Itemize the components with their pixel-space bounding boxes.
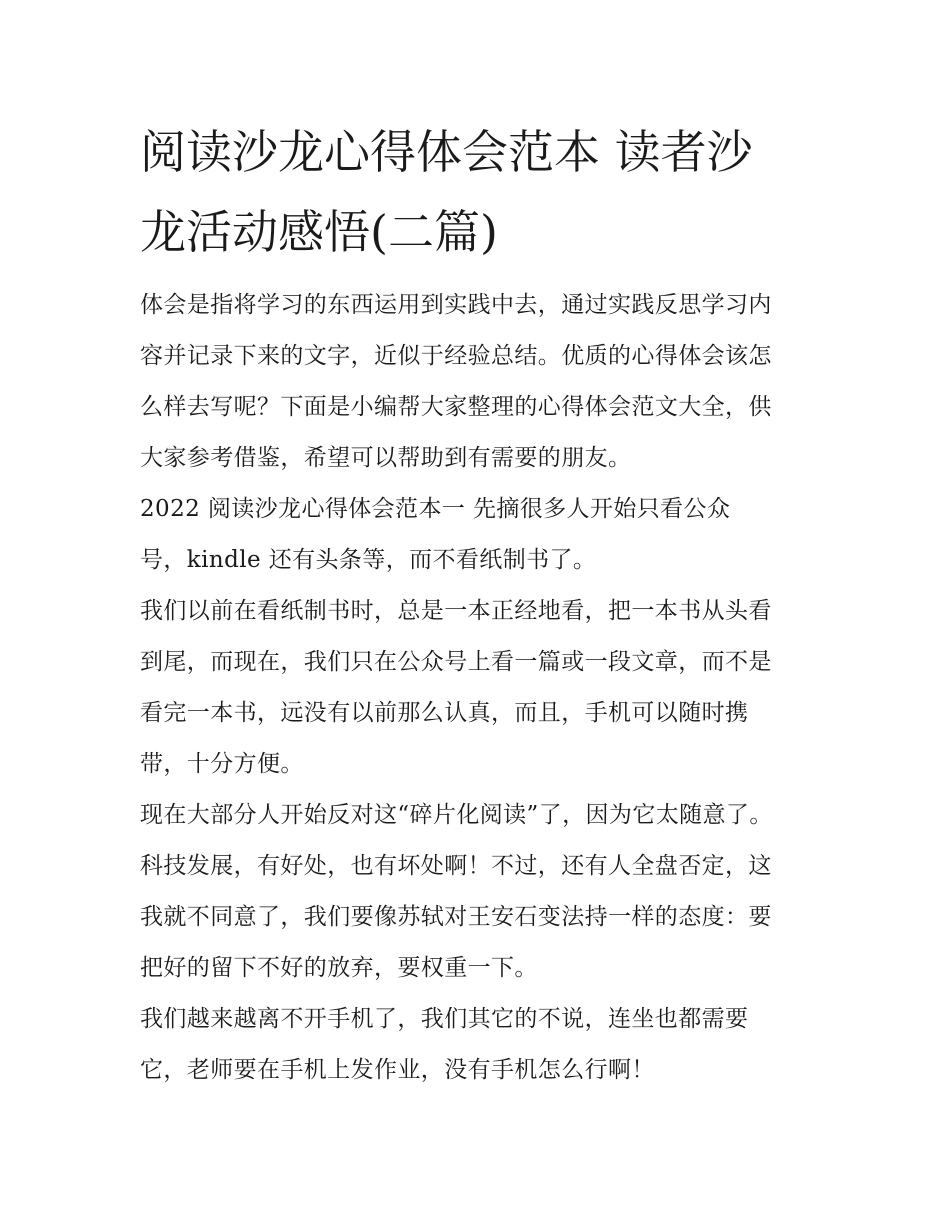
paragraph-line: 我们越来越离不开手机了，我们其它的不说，连坐也都需要 xyxy=(140,1006,749,1032)
paragraph-intro xyxy=(140,280,815,484)
paragraph-line: 它，老师要在手机上发作业，没有手机怎么行啊！ xyxy=(140,1057,655,1083)
paragraph-line: 看完一本书，远没有以前那么认真，而且，手机可以随时携 xyxy=(140,700,749,726)
paragraph-line: 容并记录下来的文字，近似于经验总结。优质的心得体会该怎 xyxy=(140,343,772,369)
title-line: 阅读沙龙心得体会范本 读者沙 xyxy=(140,125,753,179)
paragraph-line: 我们以前在看纸制书时，总是一本正经地看，把一本书从头看 xyxy=(140,598,772,624)
paragraph-line: 体会是指将学习的东西运用到实践中去，通过实践反思学习内 xyxy=(140,292,772,318)
paragraph-body xyxy=(140,994,815,1096)
paragraph-line: 到尾，而现在，我们只在公众号上看一篇或一段文章，而不是 xyxy=(140,649,772,675)
paragraph-section-heading xyxy=(140,484,815,586)
paragraph-line: 现在大部分人开始反对这“碎片化阅读”了，因为它太随意了。 xyxy=(140,802,773,828)
paragraph-line: 2022 阅读沙龙心得体会范本一 先摘很多人开始只看公众 xyxy=(140,496,731,522)
paragraph-line: 大家参考借鉴，希望可以帮助到有需要的朋友。 xyxy=(140,445,632,471)
paragraph-body xyxy=(140,790,815,994)
paragraph-body xyxy=(140,586,815,790)
paragraph-line: 么样去写呢？下面是小编帮大家整理的心得体会范文大全，供 xyxy=(140,394,772,420)
paragraph-line: 号，kindle 还有头条等，而不看纸制书了。 xyxy=(140,547,597,573)
paragraph-line: 带，十分方便。 xyxy=(140,751,304,777)
document-content xyxy=(140,112,815,1096)
paragraph-line: 科技发展，有好处，也有坏处啊！不过，还有人全盘否定，这 xyxy=(140,853,772,879)
title-line: 龙活动感悟(二篇) xyxy=(140,205,498,259)
paragraph-line: 我就不同意了，我们要像苏轼对王安石变法持一样的态度：要 xyxy=(140,904,772,930)
paragraph-line: 把好的留下不好的放弃，要权重一下。 xyxy=(140,955,538,981)
document-title xyxy=(140,112,815,272)
